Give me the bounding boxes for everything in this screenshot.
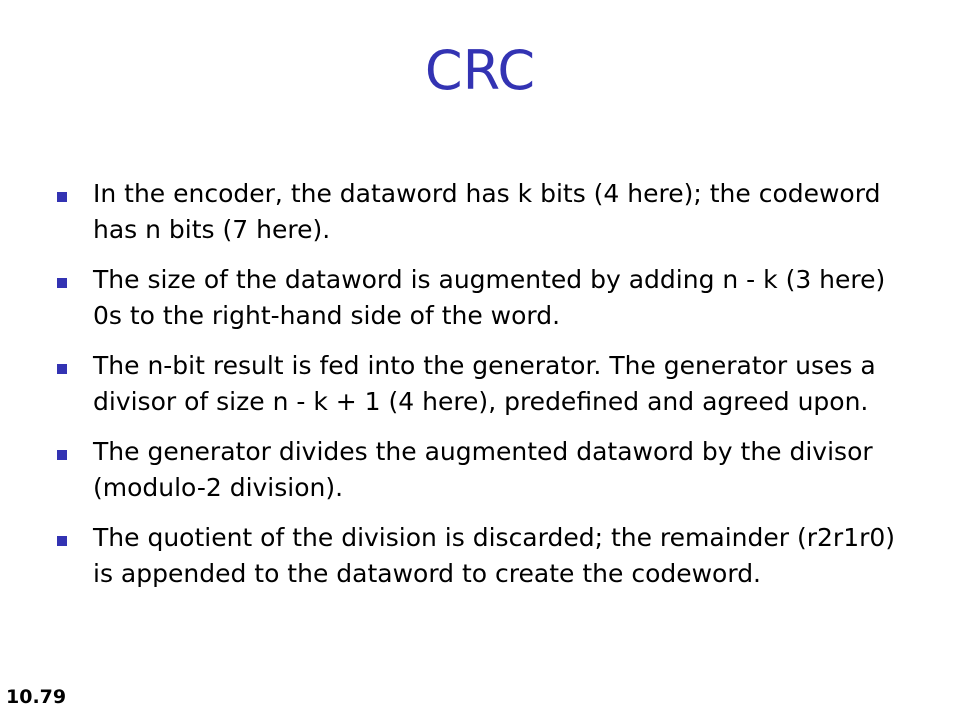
slide-title: CRC <box>424 39 536 102</box>
bullet-item <box>57 176 907 248</box>
bullet-text: In the encoder, the dataword has k bits (4 here); the codeword has n bits (7 here). <box>93 179 881 244</box>
bullet-text: The quotient of the division is discarded; the remainder (r2r1r0) is appended to the dataword to create the codeword. <box>93 523 896 588</box>
bullet-text: The generator divides the augmented dataword by the divisor (modulo-2 division). <box>93 437 873 502</box>
bullet-item <box>57 520 907 592</box>
bullet-text: The size of the dataword is augmented by adding n - k (3 here) 0s to the right-hand side of the word. <box>93 265 886 330</box>
square-bullet-icon <box>57 536 67 546</box>
slide-number: 10.79 <box>6 686 67 708</box>
square-bullet-icon <box>57 450 67 460</box>
bullet-text: The n-bit result is fed into the generator. The generator uses a divisor of size n - k + 1 (4 here), predefined and agreed upon. <box>93 351 876 416</box>
square-bullet-icon <box>57 278 67 288</box>
bullet-item <box>57 434 907 506</box>
square-bullet-icon <box>57 364 67 374</box>
bullet-list <box>57 176 907 606</box>
bullet-item <box>57 262 907 334</box>
bullet-item <box>57 348 907 420</box>
square-bullet-icon <box>57 192 67 202</box>
